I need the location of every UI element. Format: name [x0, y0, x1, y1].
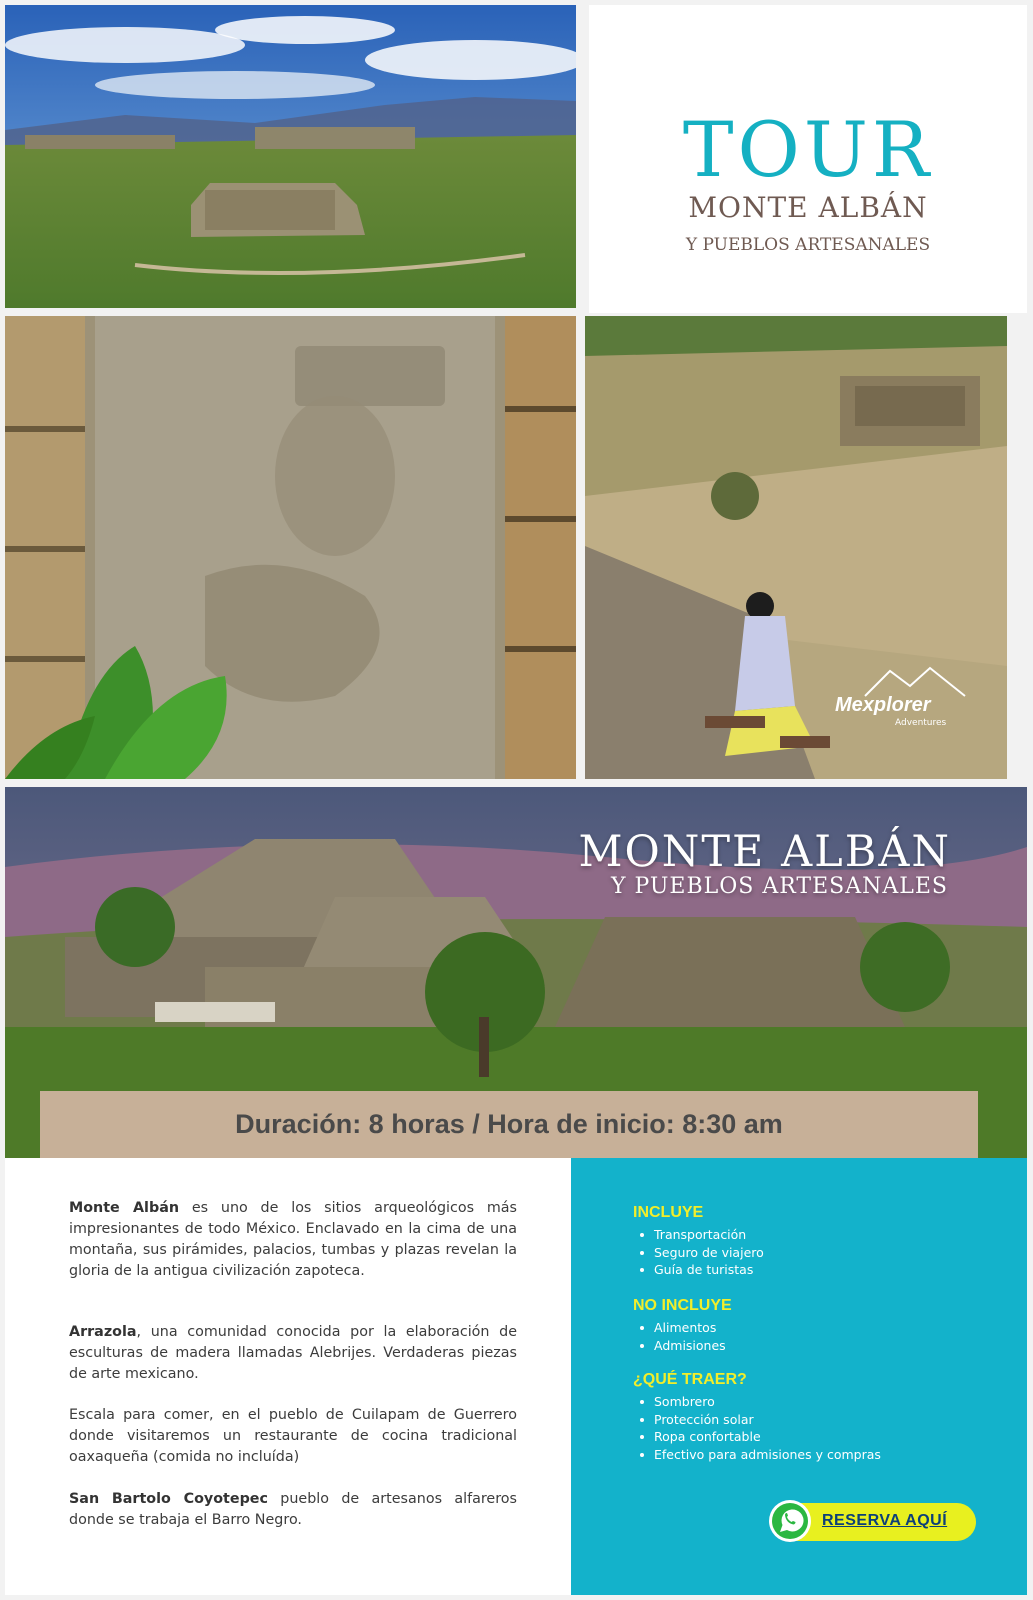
coyotepec-text: pueblo de artesanos alfareros donde se trabaja el Barro Negro.: [69, 1491, 517, 1528]
monte-alban-panorama-photo: [5, 5, 576, 308]
logo-brand: Mexplorer: [835, 694, 931, 716]
list-item: Ropa confortable: [654, 1428, 881, 1446]
description-cuilapam: [69, 1405, 517, 1468]
list-item: Protección solar: [654, 1411, 881, 1429]
duration-text: Duración: 8 horas / Hora de inicio: 8:30 am: [235, 1109, 783, 1139]
includes-list: [633, 1226, 764, 1279]
tour-destination: MONTE ALBÁN: [688, 191, 928, 224]
girl-overlooking-ruins-photo: [585, 316, 1007, 779]
mexplorer-logo: [835, 666, 985, 746]
tour-subtitle: Y PUEBLOS ARTESANALES: [685, 235, 931, 255]
title-card: [589, 5, 1027, 313]
bring-list: [633, 1393, 881, 1463]
stone-carving-photo: [5, 316, 576, 779]
arrazola-name: Arrazola: [69, 1324, 137, 1340]
list-item: Efectivo para admisiones y compras: [654, 1446, 881, 1462]
list-item: Transportación: [654, 1226, 764, 1244]
tour-title: TOUR: [682, 105, 934, 194]
banner-title: MONTE ALBÁN: [578, 827, 951, 877]
monte-alban-name: Monte Albán: [69, 1200, 180, 1216]
coyotepec-name: San Bartolo Coyotepec: [69, 1491, 268, 1507]
bring-heading: ¿QUÉ TRAER?: [633, 1371, 747, 1388]
list-item: Seguro de viajero: [654, 1244, 764, 1260]
includes-heading: INCLUYE: [633, 1204, 704, 1221]
duration-bar: [40, 1091, 978, 1158]
list-item: Alimentos: [654, 1319, 726, 1337]
arrazola-text: , una comunidad conocida por la elaboración de esculturas de madera llamadas Alebrijes. Verdaderas piezas de arte mexicano.: [69, 1324, 517, 1382]
banner-subtitle: Y PUEBLOS ARTESANALES: [610, 874, 948, 899]
description-arrazola: [69, 1322, 517, 1385]
excludes-list: [633, 1319, 726, 1354]
whatsapp-icon[interactable]: [768, 1499, 812, 1543]
list-item: Guía de turistas: [654, 1261, 764, 1279]
description-monte-alban: [69, 1198, 517, 1282]
list-item: Admisiones: [654, 1337, 726, 1353]
excludes-heading: NO INCLUYE: [633, 1297, 732, 1314]
logo-tagline: Adventures: [895, 718, 947, 728]
list-item: Sombrero: [654, 1393, 881, 1411]
description-coyotepec: [69, 1489, 517, 1531]
cuilapam-text: Escala para comer, en el pueblo de Cuilapam de Guerrero donde visitaremos un restaurante de cocina tradicional oaxaqueña (comida no incluída): [69, 1407, 517, 1465]
reserve-button-label: RESERVA AQUÍ: [822, 1512, 948, 1529]
monte-alban-text: es uno de los sitios arqueológicos más impresionantes de todo México. Enclavado en la cima de una montaña, sus pirámides, palacios, tumbas y plazas revelan la gloria de la antigua civilización zapoteca.: [69, 1200, 518, 1279]
